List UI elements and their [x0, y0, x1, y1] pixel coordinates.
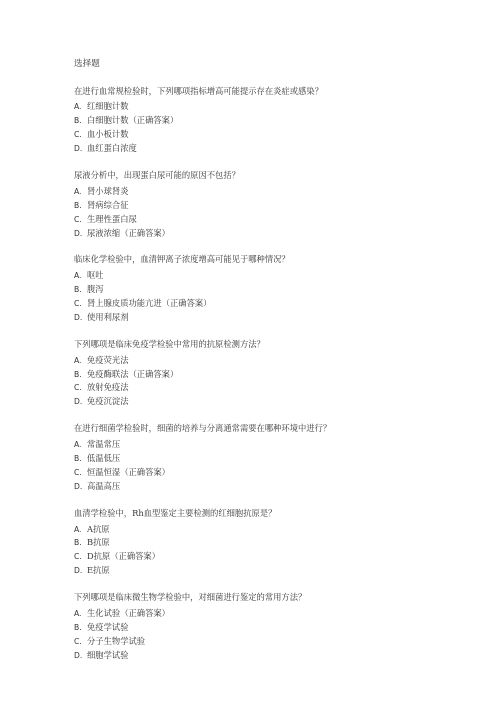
option-text: 红细胞计数	[87, 101, 129, 112]
option-letter: C.	[74, 383, 82, 393]
question-text: 在进行细菌学检验时，细菌的培养与分离通常需要在哪种环境中进行？	[74, 423, 332, 434]
answer-option	[74, 452, 434, 466]
question-block	[74, 507, 434, 579]
answer-option	[74, 564, 434, 578]
answer-option	[74, 100, 434, 114]
answer-option	[74, 536, 434, 550]
option-text: 常温常压	[87, 439, 121, 450]
answer-option	[74, 297, 434, 311]
option-letter: B.	[74, 116, 82, 126]
option-text: 高温高压	[87, 480, 121, 491]
option-letter: C.	[74, 214, 82, 224]
option-text: A抗原	[87, 523, 110, 534]
option-text: B抗原	[87, 537, 110, 548]
answer-option	[74, 114, 434, 128]
answer-option	[74, 269, 434, 283]
question-text: 尿液分析中，出现蛋白尿可能的原因不包括？	[74, 169, 240, 180]
answer-option	[74, 311, 434, 325]
answer-option	[74, 142, 434, 156]
document-heading: 选择题	[74, 59, 100, 69]
option-text: 肾上腺皮质功能亢进（正确答案）	[87, 298, 212, 309]
answer-option	[74, 128, 434, 142]
option-letter: A.	[74, 355, 82, 365]
answer-option	[74, 523, 434, 537]
answer-option	[74, 227, 434, 241]
answer-option	[74, 621, 434, 635]
question-list	[74, 85, 434, 663]
option-text: 呕吐	[87, 270, 104, 281]
option-text: 免疫酶联法（正确答案）	[87, 368, 179, 379]
option-letter: C.	[74, 299, 82, 309]
option-text: 腹泻	[87, 284, 104, 295]
question-text: 在进行血常规检验时，下列哪项指标增高可能提示存在炎症或感染？	[74, 85, 323, 96]
question-text: 下列哪项是临床微生物学检验中，对细菌进行鉴定的常用方法？	[74, 592, 307, 603]
option-text: 放射免疫法	[87, 382, 129, 393]
answer-option	[74, 368, 434, 382]
answer-option	[74, 480, 434, 494]
option-text: 免疫学试验	[87, 621, 129, 632]
option-text: 血红蛋白浓度	[87, 143, 137, 154]
answer-option	[74, 635, 434, 649]
option-text: 细胞学试验	[87, 649, 129, 660]
option-text: 免疫荧光法	[87, 354, 129, 365]
option-text: 恒温恒湿（正确答案）	[87, 466, 170, 477]
answer-option	[74, 213, 434, 227]
option-text: 尿液浓缩（正确答案）	[87, 227, 170, 238]
answer-option	[74, 381, 434, 395]
option-text: 免疫沉淀法	[87, 396, 129, 407]
option-letter: A.	[74, 440, 82, 450]
option-letter: B.	[74, 369, 82, 379]
option-text: 血小板计数	[87, 129, 129, 140]
option-text: 肾病综合征	[87, 199, 129, 210]
option-letter: D.	[74, 144, 83, 154]
option-letter: C.	[74, 636, 82, 646]
option-letter: B.	[74, 622, 82, 632]
option-text: 肾小球肾炎	[87, 185, 129, 196]
answer-option	[74, 185, 434, 199]
option-letter: C.	[74, 552, 82, 562]
option-text: 生化试验（正确答案）	[87, 607, 170, 618]
option-letter: C.	[74, 130, 82, 140]
option-letter: D.	[74, 481, 83, 491]
option-letter: D.	[74, 397, 83, 407]
answer-option	[74, 438, 434, 452]
option-text: 低温低压	[87, 453, 121, 463]
answer-option	[74, 607, 434, 621]
option-text: E抗原	[87, 565, 110, 576]
option-letter: D.	[74, 228, 83, 238]
option-letter: A.	[74, 524, 82, 534]
answer-option	[74, 199, 434, 213]
question-block	[74, 169, 434, 241]
answer-option	[74, 283, 434, 297]
option-letter: B.	[74, 538, 82, 548]
option-letter: A.	[74, 271, 82, 281]
question-block	[74, 422, 434, 494]
question-block	[74, 591, 434, 663]
question-block	[74, 85, 434, 157]
option-letter: A.	[74, 186, 82, 196]
option-text: 使用利尿剂	[87, 311, 129, 322]
option-letter: A.	[74, 102, 82, 112]
option-text: D抗原（正确答案）	[87, 551, 161, 562]
option-text: 生理性蛋白尿	[87, 213, 137, 224]
question-text: 临床化学检验中，血清钾离子浓度增高可能见于哪种情况？	[74, 254, 290, 265]
answer-option	[74, 466, 434, 480]
option-letter: B.	[74, 285, 82, 295]
question-block	[74, 338, 434, 410]
answer-option	[74, 649, 434, 663]
answer-option	[74, 395, 434, 409]
question-text: 下列哪项是临床免疫学检验中常用的抗原检测方法？	[74, 338, 265, 349]
option-text: 白细胞计数（正确答案）	[87, 115, 179, 126]
option-letter: B.	[74, 454, 82, 463]
option-letter: D.	[74, 650, 83, 660]
option-text: 分子生物学试验	[87, 635, 146, 646]
document-page	[74, 58, 434, 675]
answer-option	[74, 354, 434, 368]
answer-option	[74, 550, 434, 564]
option-letter: C.	[74, 467, 82, 477]
option-letter: D.	[74, 566, 83, 576]
question-text: 血清学检验中，Rh血型鉴定主要检测的红细胞抗原是？	[74, 507, 277, 518]
question-block	[74, 253, 434, 325]
option-letter: A.	[74, 608, 82, 618]
option-letter: B.	[74, 200, 82, 210]
option-letter: D.	[74, 312, 83, 322]
